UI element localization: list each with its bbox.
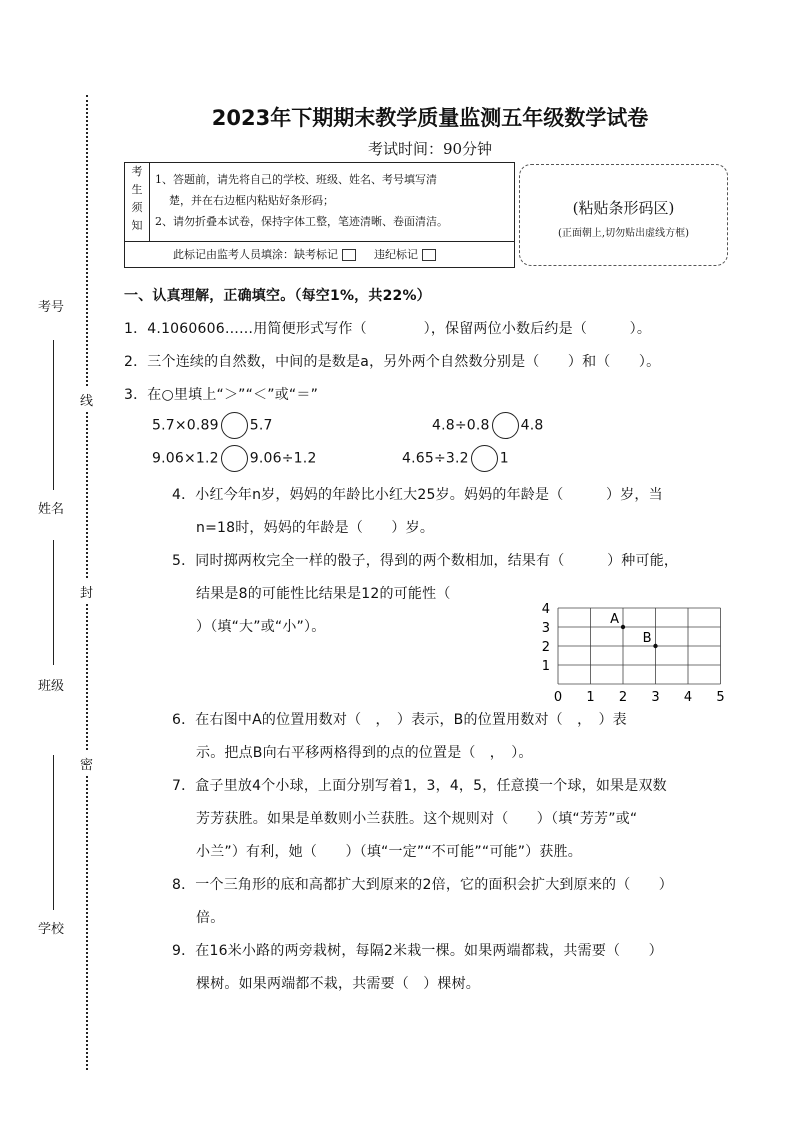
seal-char-secret: 密 [80,752,93,775]
x-tick-label: 5 [716,690,725,705]
compare-item-1 [152,412,273,440]
point-a [621,625,625,629]
compare-item-3 [152,445,317,473]
y-tick-label: 2 [541,640,550,655]
compare-circle[interactable] [471,445,498,472]
exam-number-line [53,340,54,400]
notice-line: 2、请勿折叠本试卷，保持字体工整，笔迹清晰、卷面清洁。 [155,215,448,228]
absent-mark-label: 缺考标记 [294,248,338,261]
question-1: 1．4.1060606……用简便形式写作（ ），保留两位小数后约是（ ）。 [124,321,652,337]
y-tick-label: 3 [541,621,550,636]
question-5-line-3: ）（填“大”或“小”）。 [196,619,326,635]
exam-time: 考试时间：90分钟 [367,140,493,158]
point-label-b: B [642,631,652,646]
compare-circle[interactable] [221,445,248,472]
compare-left: 4.8÷0.8 [432,417,490,434]
page-title: 2023年下期期末教学质量监测五年级数学试卷 [211,106,649,130]
question-9-line-1: 9．在16米小路的两旁栽树，每隔2米栽一棵。如果两端都栽，共需要（ ） [172,943,663,959]
section-heading: 一、认真理解，正确填空。（每空1%，共22%） [124,288,431,304]
school-label: 学校 [38,922,65,937]
class-line [53,540,54,665]
question-6-line-1: 6．在右图中A的位置用数对（ ， ）表示，B的位置用数对（ ， ）表 [172,712,627,728]
compare-circle[interactable] [221,412,248,439]
compare-left: 9.06×1.2 [152,450,219,467]
x-tick-label: 3 [651,690,660,705]
question-9-line-2: 棵树。如果两端都不栽，共需要（ ）棵树。 [196,976,480,992]
question-8-line-1: 8．一个三角形的底和高都扩大到原来的2倍，它的面积会扩大到原来的（ ） [172,877,674,893]
question-8-line-2: 倍。 [196,910,225,926]
compare-item-2 [432,412,544,440]
question-2: 2．三个连续的自然数，中间的是数是a，另外两个自然数分别是（ ）和（ ）。 [124,354,661,370]
question-5-line-1: 5．同时掷两枚完全一样的骰子，得到的两个数相加，结果有（ ）种可能， [172,553,679,569]
x-tick-label: 4 [683,690,693,705]
notice-head-char: 须 [131,201,143,214]
notice-box [124,162,515,268]
question-4-line-1: 4．小红今年n岁，妈妈的年龄比小红大25岁。妈妈的年龄是（ ）岁，当 [172,487,663,503]
compare-circle[interactable] [492,412,519,439]
compare-right: 9.06÷1.2 [249,450,317,467]
notice-footer [149,241,514,268]
question-6-line-2: 示。把点B向右平移两格得到的点的位置是（ ， ）。 [196,745,533,761]
compare-right: 5.7 [249,417,273,434]
barcode-area [519,164,728,266]
compare-left: 4.65÷3.2 [402,450,469,467]
compare-left: 5.7×0.89 [152,417,219,434]
coordinate-grid [532,598,732,706]
notice-head-char: 知 [131,219,143,232]
question-7-line-1: 7．盒子里放4个小球，上面分别写着1，3，4，5，任意摸一个球，如果是双数 [172,778,667,794]
notice-body [155,169,505,232]
compare-item-4 [402,445,509,473]
x-tick-label: 0 [553,690,563,705]
y-tick-label: 4 [541,602,550,617]
seal-char-line: 线 [80,388,93,411]
point-b [653,644,657,648]
compare-right: 4.8 [520,417,544,434]
school-line [53,755,54,910]
notice-line: 楚，并在右边框内粘贴好条形码； [169,194,334,207]
violation-mark-checkbox[interactable] [422,249,436,261]
barcode-note: (正面朝上,切勿贴出虚线方框) [558,228,689,239]
notice-line: 1、答题前，请先将自己的学校、班级、姓名、考号填写清 [155,173,437,186]
seal-char-seal: 封 [80,580,93,603]
compare-right: 1 [499,450,509,467]
notice-head-char: 考 [131,165,143,178]
question-4-line-2: n=18时，妈妈的年龄是（ ）岁。 [196,520,435,536]
notice-head [125,163,150,242]
point-label-a: A [610,612,619,627]
violation-mark-label: 违纪标记 [374,248,418,261]
x-tick-label: 1 [586,690,595,705]
question-7-line-3: 小兰”）有利，她（ ）（填“一定”“不可能”“可能”）获胜。 [196,844,582,860]
y-tick-label: 1 [541,659,550,674]
proctor-label: 此标记由监考人员填涂： [173,248,294,261]
question-5-line-2: 结果是8的可能性比结果是12的可能性（ [196,586,451,602]
absent-mark-checkbox[interactable] [342,249,356,261]
name-label: 姓名 [38,502,65,517]
class-label: 班级 [38,679,65,694]
question-3: 3．在○里填上“＞”“＜”或“＝” [124,387,319,403]
name-line [53,395,54,490]
x-tick-label: 2 [618,690,628,705]
question-7-line-2: 芳芳获胜。如果是单数则小兰获胜。这个规则对（ ）（填“芳芳”或“ [196,811,638,827]
barcode-title: (粘贴条形码区) [572,199,675,217]
exam-number-label: 考号 [38,300,65,315]
notice-head-char: 生 [131,183,143,196]
